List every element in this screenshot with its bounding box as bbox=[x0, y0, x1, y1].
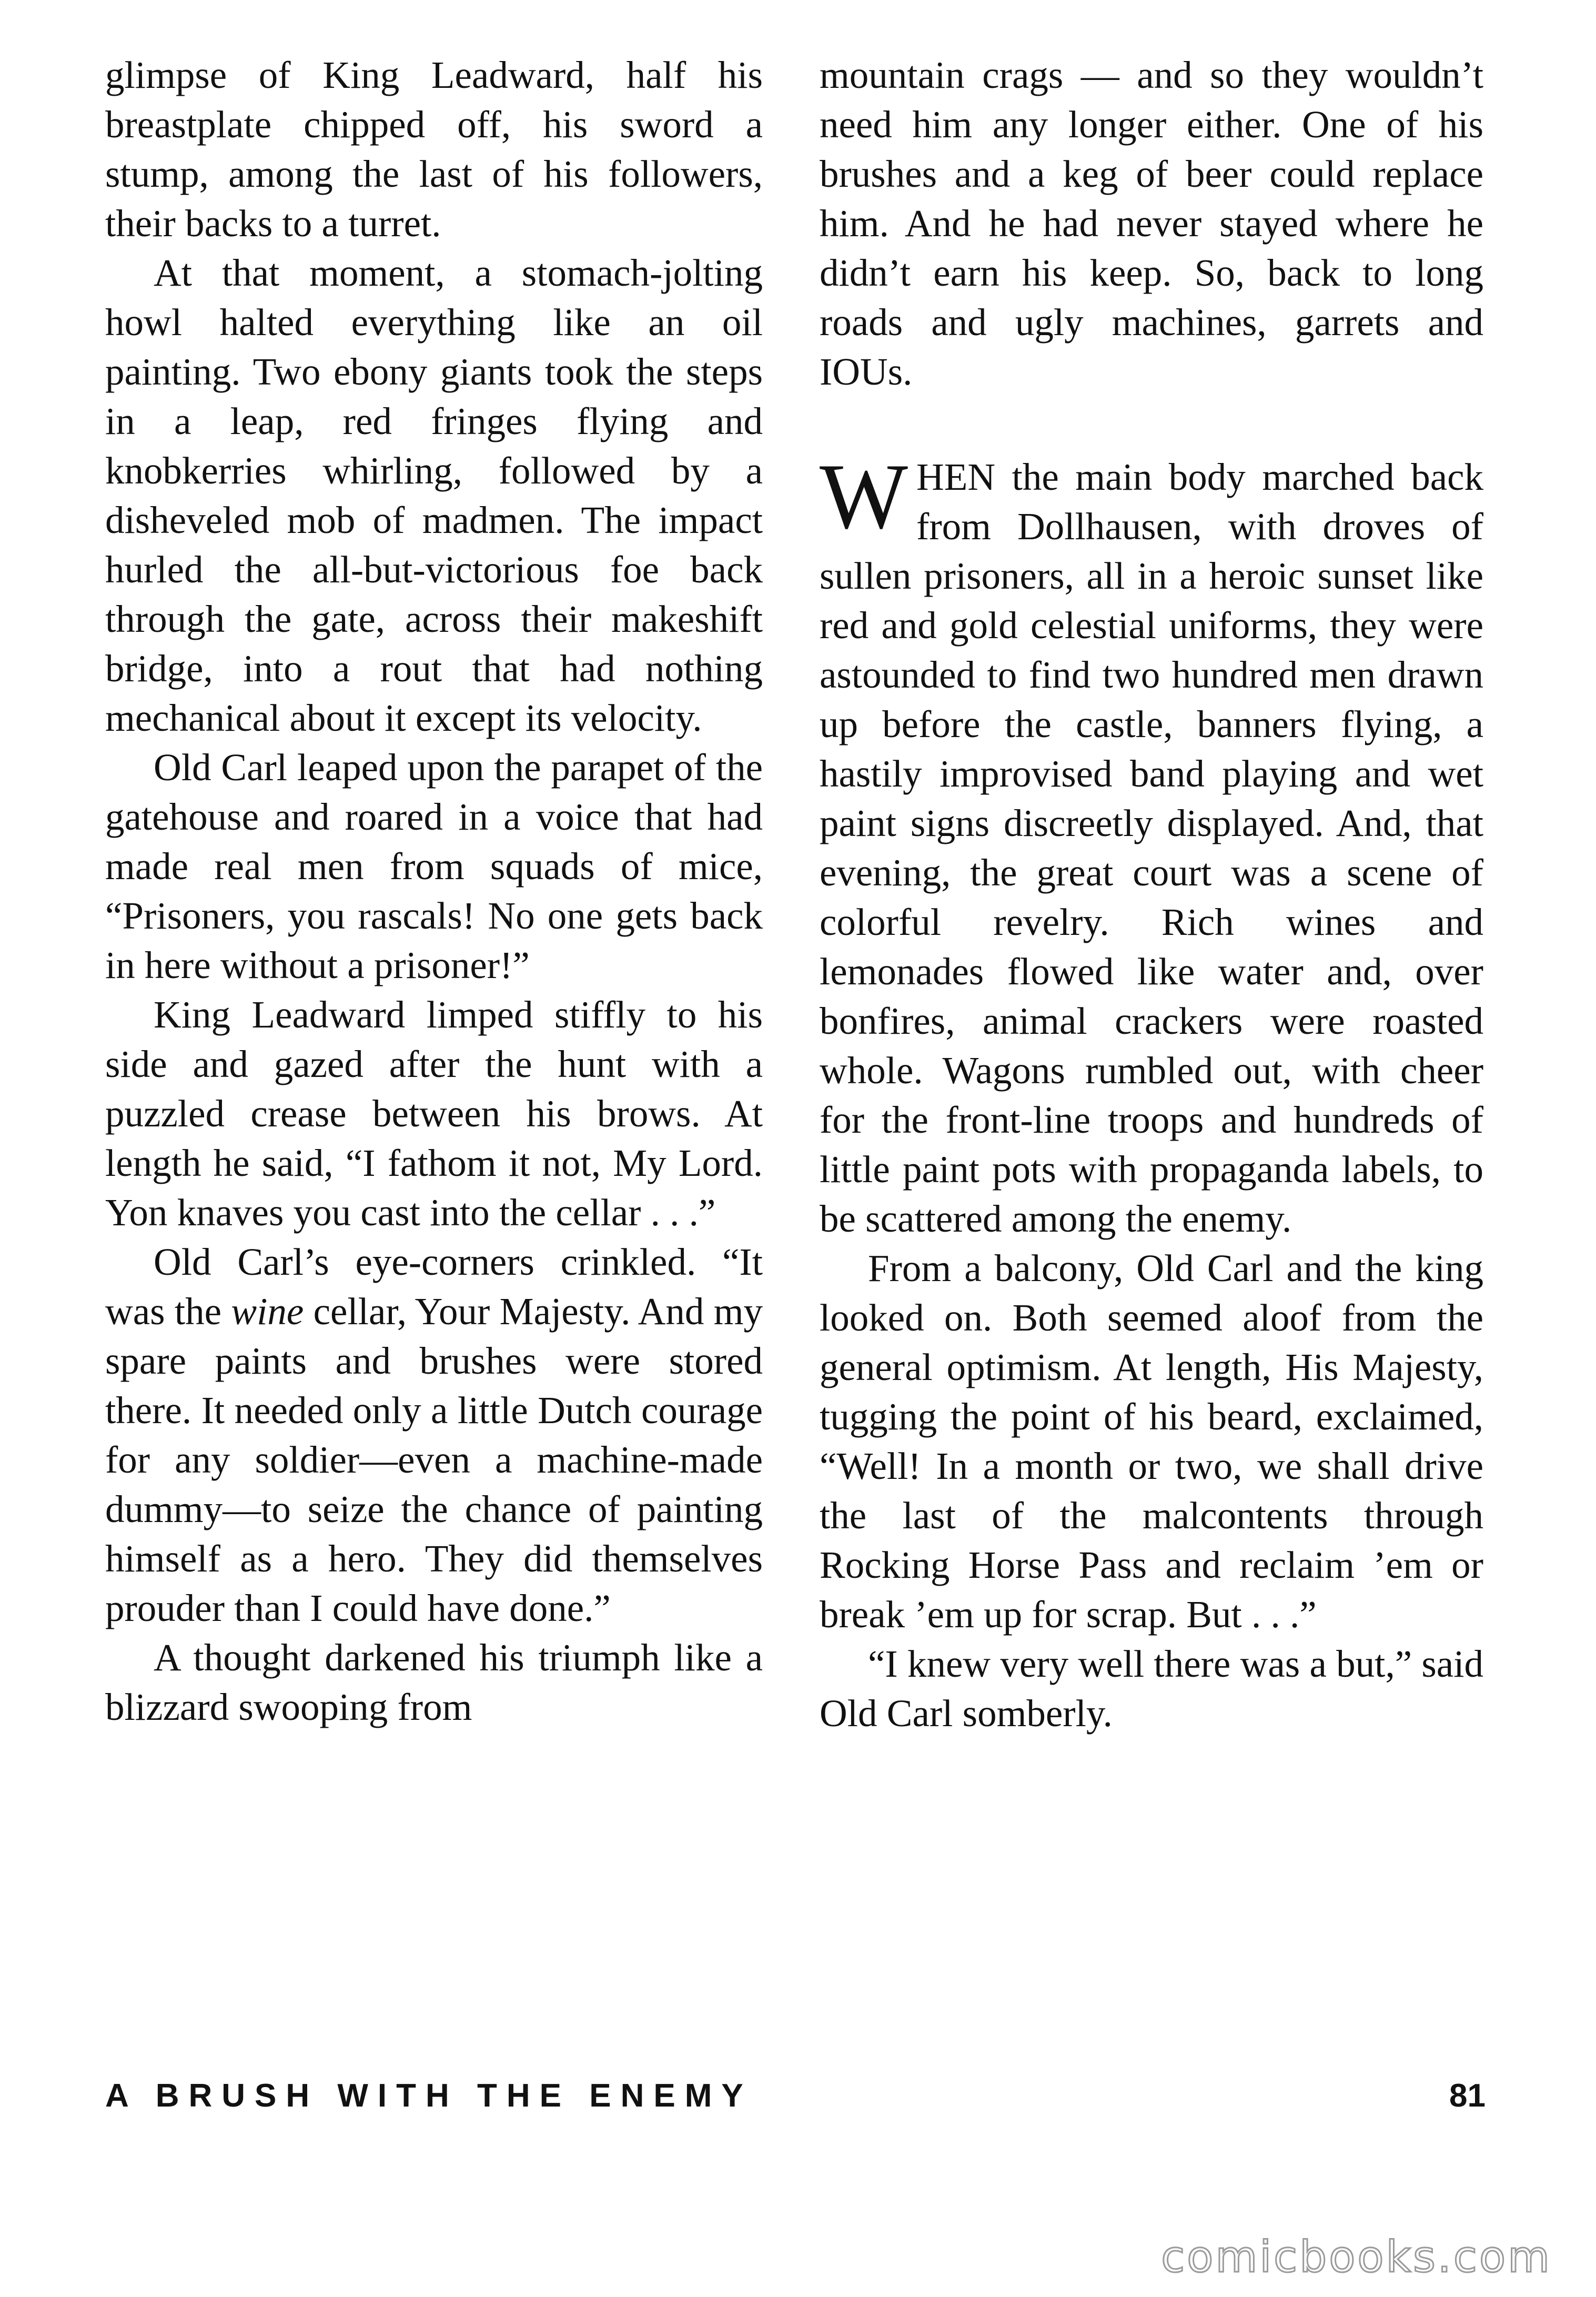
drop-cap: W bbox=[820, 444, 908, 548]
paragraph: Old Carl leaped upon the parapet of the gatehouse and roared in a voice that had made real men from squads of mice, “Prisoners, you rascals! No one gets back in here without a prisoner!” bbox=[105, 746, 763, 986]
paragraph: glimpse of King Leadward, half his breastplate chipped off, his sword a stump, among the last of his followers, their backs to a turret. bbox=[105, 54, 763, 245]
paragraph: mountain crags — and so they wouldn’t need him any longer either. One of his brushes and a keg of beer could replace him. And he had never stayed where he didn’t earn his keep. So, back to long roads and ugly machines, garrets and IOUs. bbox=[820, 54, 1483, 393]
paragraph: From a balcony, Old Carl and the king looked on. Both seemed aloof from the general optimism. At length, His Majesty, tugging the point of his beard, exclaimed, “Well! In a month or two, we shall drive the last of the malcontents through Rocking Horse Pass and reclaim ’em or break ’em up for scrap. But . . .” bbox=[820, 1247, 1483, 1636]
paragraph-text: cellar, Your Majesty. And my spare paints and brushes were stored there. It needed only a little Dutch courage for any soldier—even a machine-made dummy—to seize the chance of painting himself as a hero. They did themselves prouder than I could have done.” bbox=[105, 1290, 763, 1629]
italic-word: wine bbox=[231, 1290, 304, 1333]
paragraph: At that moment, a stomach-jolting howl halted everything like an oil painting. Two ebony giants took the steps in a leap, red fringes flying and knobkerries whirling, followed by a disheveled mob of madmen. The impact hurled the all-but-victorious foe back through the gate, across their makeshift bridge, into a rout that had nothing mechanical about it except its velocity. bbox=[105, 251, 763, 739]
running-footer-title: A BRUSH WITH THE ENEMY bbox=[105, 2078, 753, 2114]
paragraph: King Leadward limped stiffly to his side and gazed after the hunt with a puzzled crease between his brows. At length he said, “I fathom it not, My Lord. Yon knaves you cast into the cellar . . .” bbox=[105, 993, 763, 1234]
watermark-logo: comicbooks.com bbox=[1161, 2232, 1552, 2282]
section-opening-paragraph bbox=[820, 444, 1483, 1244]
paragraph bbox=[105, 1237, 763, 1633]
paragraph-text: HEN the main body marched back from Dollhausen, with droves of sullen prisoners, all in a heroic sunset like red and gold celestial uniforms, they were astounded to find two hundred men drawn up before the castle, banners flying, a hastily improvised band playing and wet paint signs discreetly displayed. And, that evening, the great court was a scene of colorful revelry. Rich wines and lemonades flowed like water and, over bonfires, animal crackers were roasted whole. Wagons rumbled out, with cheer for the front-line troops and hundreds of little paint pots with propaganda labels, to be scattered among the enemy. bbox=[820, 456, 1483, 1240]
page-number: 81 bbox=[1449, 2078, 1486, 2114]
paragraph-text: Old Carl’s eye-corners crinkled. “It was the bbox=[105, 1241, 763, 1333]
text-column-right bbox=[820, 51, 1483, 1738]
paragraph: A thought darkened his triumph like a blizzard swooping from bbox=[105, 1636, 763, 1728]
paragraph: “I knew very well there was a but,” said Old Carl somberly. bbox=[820, 1643, 1483, 1735]
text-column-left bbox=[105, 51, 763, 1732]
